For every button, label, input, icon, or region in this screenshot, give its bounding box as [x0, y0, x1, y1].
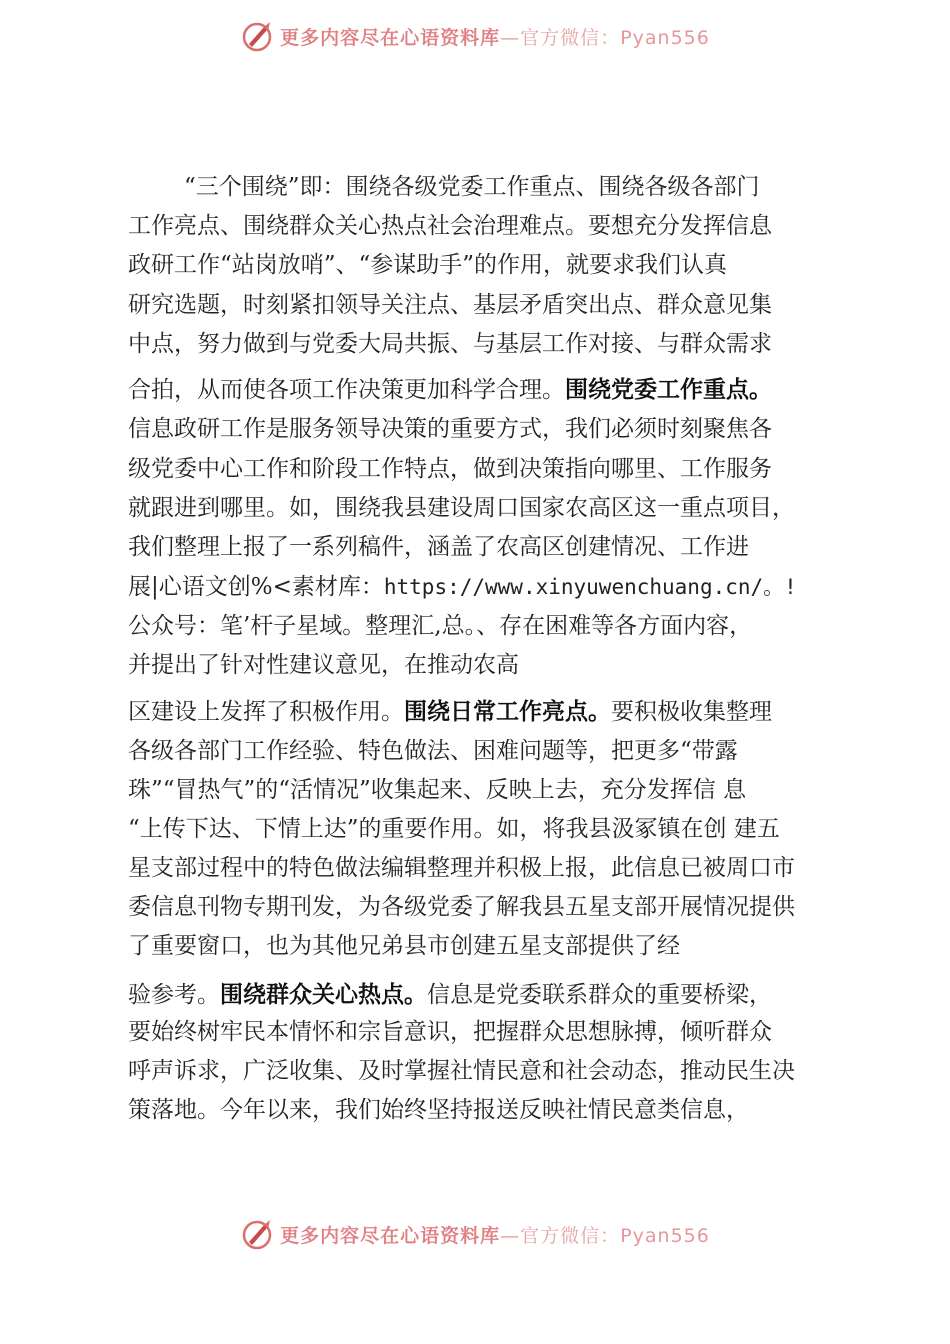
header-brand: 更多内容尽在心语资料库: [280, 26, 501, 49]
quill-logo-icon: [240, 1217, 274, 1251]
quill-logo-icon: [240, 19, 274, 53]
body-line: 政研工作“站岗放哨”、“参谋助手”的作用，就要求我们认真: [128, 252, 728, 278]
body-line: 呼声诉求，广泛收集、及时掌握社情民意和社会动态，推动民生决: [128, 1058, 795, 1084]
header-separator: —: [500, 26, 521, 49]
body-line: 星支部过程中的特色做法编辑整理并积极上报，此信息已被周口市: [128, 855, 795, 881]
footer-wechat-label: 官方微信：: [520, 1224, 621, 1247]
footer-wechat-id: Pyan556: [620, 1224, 710, 1247]
body-line: 珠”“冒热气”的“活情况”收集起来、反映上去，充分发挥信 息: [128, 777, 747, 803]
body-line: “上传下达、下情上达”的重要作用。如，将我县汲冢镇在创 建五: [128, 816, 780, 842]
body-line: 公众号：笔’杆子星域。整理汇,总。、存在困难等各方面内容，: [128, 613, 753, 639]
footer-separator: —: [500, 1224, 521, 1247]
body-line: 合拍，从而使各项工作决策更加科学合理。围绕党委工作重点。: [128, 377, 772, 403]
body-line: 研究选题，时刻紧扣领导关注点、基层矛盾突出点、群众意见集: [128, 292, 772, 318]
body-line: 要始终树牢民本情怀和宗旨意识，把握群众思想脉搏，倾听群众: [128, 1019, 772, 1045]
header-wechat-id: Pyan556: [620, 26, 710, 49]
section-heading: 围绕群众关心热点。: [220, 982, 427, 1008]
body-line: 验参考。围绕群众关心热点。信息是党委联系群众的重要桥梁，: [128, 982, 772, 1008]
body-line: 级党委中心工作和阶段工作特点，做到决策指向哪里、工作服务: [128, 456, 772, 482]
footer-brand: 更多内容尽在心语资料库: [280, 1224, 501, 1247]
body-line: 区建设上发挥了积极作用。围绕日常工作亮点。要积极收集整理: [128, 699, 772, 725]
header-wechat-label: 官方微信：: [520, 26, 621, 49]
section-heading: 围绕党委工作重点。: [565, 377, 772, 403]
body-line: 并提出了针对性建议意见，在推动农高: [128, 652, 519, 678]
body-line: 策落地。今年以来，我们始终坚持报送反映社情民意类信息，: [128, 1097, 749, 1123]
body-line: 我们整理上报了一系列稿件，涵盖了农高区创建情况、工作进: [128, 534, 749, 560]
body-line: 各级各部门工作经验、特色做法、困难问题等，把更多“带露: [128, 738, 738, 764]
source-url: https://www.xinyuwenchuang.cn/。!: [383, 575, 797, 599]
section-heading: 围绕日常工作亮点。: [404, 699, 611, 725]
body-line: 展|心语文创%<素材库：https://www.xinyuwenchuang.cn/。!: [128, 574, 797, 600]
body-line: 就跟进到哪里。如，围绕我县建设周口国家农高区这一重点项目，: [128, 495, 795, 521]
body-line: 工作亮点、围绕群众关心热点社会治理难点。要想充分发挥信息: [128, 213, 772, 239]
footer-watermark: [0, 1214, 950, 1254]
header-watermark: [0, 16, 950, 56]
body-line: “三个围绕”即：围绕各级党委工作重点、围绕各级各部门: [184, 174, 760, 200]
body-line: 委信息刊物专期刊发，为各级党委了解我县五星支部开展情况提供: [128, 894, 795, 920]
body-line: 了重要窗口，也为其他兄弟县市创建五星支部提供了经: [128, 933, 680, 959]
body-line: 信息政研工作是服务领导决策的重要方式，我们必须时刻聚焦各: [128, 416, 772, 442]
body-line: 中点，努力做到与党委大局共振、与基层工作对接、与群众需求: [128, 331, 772, 357]
